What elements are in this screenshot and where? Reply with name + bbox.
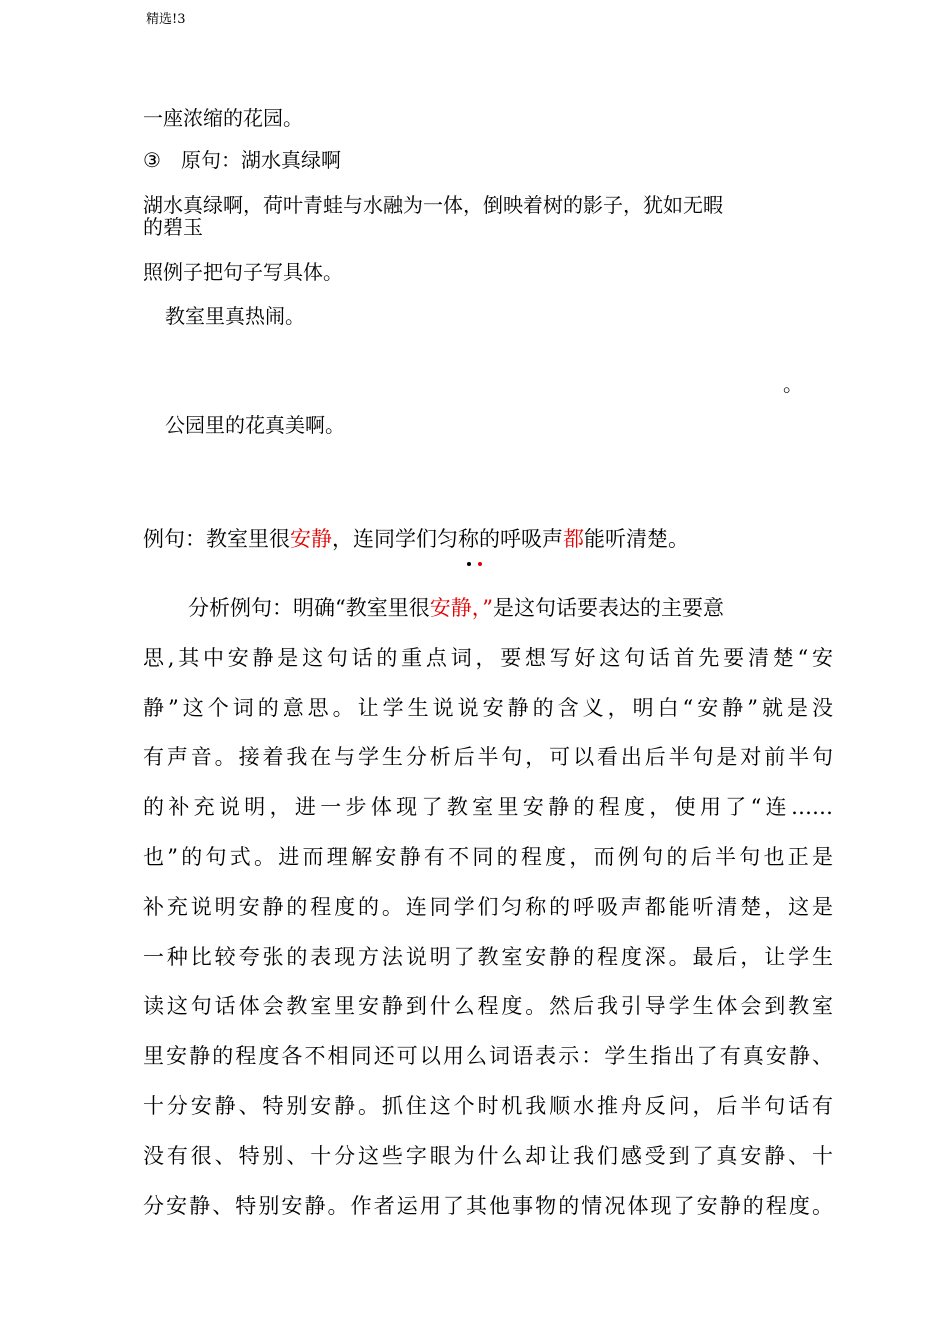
page-header: 精选!3 [146, 12, 186, 27]
analysis-line: 里安静的程度各不相同还可以用么词语表示：学生指出了有真安静、 [143, 1044, 833, 1069]
circled-number: ③ [143, 148, 161, 172]
example-prefix: 例句：教室里很 [143, 527, 290, 551]
example-middle: ，连同学们匀称的呼吸声 [332, 527, 563, 551]
example-keyword: 都 [563, 527, 584, 551]
analysis-line: 也”的句式。进而理解安静有不同的程度，而例句的后半句也正是 [143, 844, 833, 869]
emphasis-dot [478, 562, 482, 566]
analysis-paragraph [143, 584, 833, 1231]
text-line: 湖水真绿啊，荷叶青蛙与水融为一体，倒映着树的影子，犹如无暇 [143, 193, 723, 217]
exercise-sentence: 教室里真热闹。 [165, 304, 305, 328]
analysis-keyword: 安静，” [429, 596, 493, 620]
analysis-line: 静”这个词的意思。让学生说说安静的含义，明白“安静”就是没 [143, 695, 833, 720]
analysis-line: 有声音。接着我在与学生分析后半句，可以看出后半句是对前半句 [143, 745, 833, 770]
text-line: 的碧玉 [143, 215, 203, 239]
text-line: 一座浓缩的花园。 [143, 106, 303, 130]
original-sentence: 原句：湖水真绿啊 [181, 148, 341, 172]
emphasis-dot [467, 562, 471, 566]
analysis-line: 一种比较夸张的表现方法说明了教室安静的程度深。最后，让学生 [143, 944, 833, 969]
analysis-line: 分安静、特别安静。作者运用了其他事物的情况体现了安静的程度。 [143, 1193, 833, 1218]
analysis-line [143, 584, 833, 634]
analysis-line: 没有很、特别、十分这些字眼为什么却让我们感受到了真安静、十 [143, 1143, 833, 1168]
exercise-sentence: 公园里的花真美啊。 [165, 413, 345, 437]
instruction: 照例子把句子写具体。 [143, 260, 343, 284]
example-keyword: 安静 [290, 527, 332, 551]
analysis-text: 分析例句：明确“教室里很 [188, 596, 430, 620]
analysis-line: 思,其中安静是这句话的重点词，要想写好这句话首先要清楚“安 [143, 645, 833, 670]
answer-period: 。 [783, 372, 803, 396]
example-sentence [143, 527, 689, 551]
analysis-line: 十分安静、特别安静。抓住这个时机我顺水推舟反问，后半句话有 [143, 1093, 833, 1118]
analysis-line: 补充说明安静的程度的。连同学们匀称的呼吸声都能听清楚，这是 [143, 894, 833, 919]
analysis-line: 读这句话体会教室里安静到什么程度。然后我引导学生体会到教室 [143, 994, 833, 1019]
analysis-text: 是这句话要表达的主要意 [493, 596, 724, 620]
example-suffix: 能听清楚。 [584, 527, 689, 551]
analysis-line: 的补充说明，进一步体现了教室里安静的程度，使用了“连…… [143, 795, 833, 820]
